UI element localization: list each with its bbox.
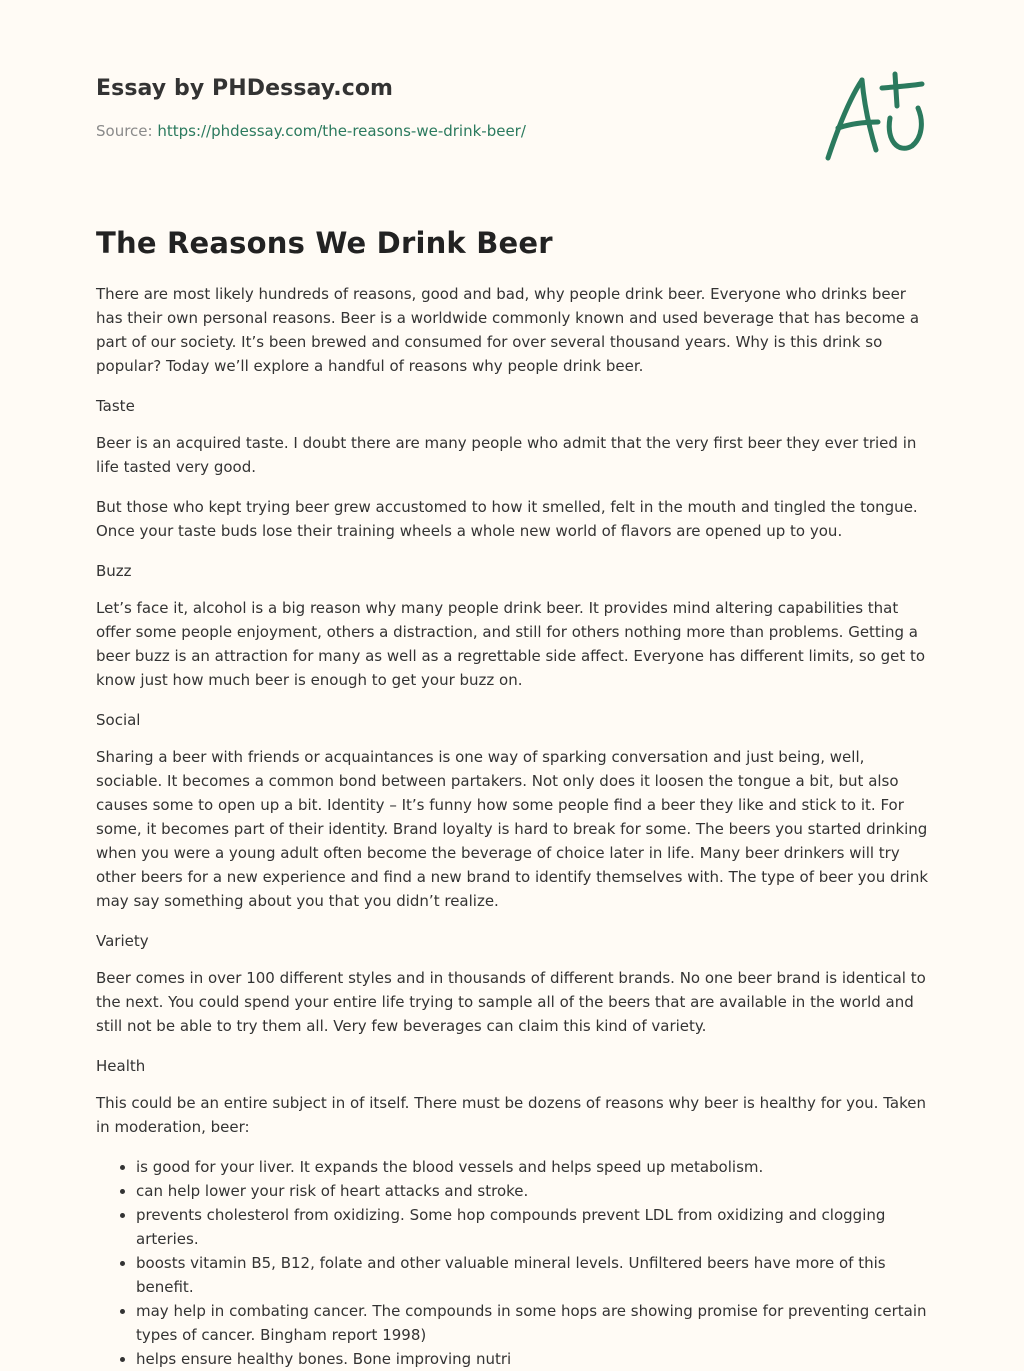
source-link[interactable]: https://phdessay.com/the-reasons-we-drink-beer/ xyxy=(157,122,526,140)
health-benefits-list xyxy=(96,1155,932,1371)
essay-content xyxy=(96,226,932,1371)
variety-paragraph: Beer comes in over 100 different styles and in thousands of different brands. No one beer brand is identical to the next. You could spend your entire life trying to sample all of the beers that are available in the world and still not be able to try them all. Very few beverages can claim this kind of variety. xyxy=(96,969,926,1035)
health-paragraph: This could be an entire subject in of itself. There must be dozens of reasons why beer is healthy for you. Taken in moderation, beer: xyxy=(96,1094,926,1136)
buzz-paragraph: Let’s face it, alcohol is a big reason why many people drink beer. It provides mind altering capabilities that offer some people enjoyment, others a distraction, and still for others nothing more than problems. Getting a beer buzz is an attraction for many as well as a regrettable side affect. Everyone has different limits, so get to know just how much beer is enough to get your buzz on. xyxy=(96,599,926,689)
brand-title: Essay by PHDessay.com xyxy=(96,76,394,101)
source-label: Source: xyxy=(96,122,158,140)
section-heading-buzz: Buzz xyxy=(96,562,132,580)
section-heading-variety: Variety xyxy=(96,932,149,950)
list-item: • helps ensure healthy bones. Bone improving nutri xyxy=(136,1347,932,1371)
list-item: • boosts vitamin B5, B12, folate and other valuable mineral levels. Unfiltered beers have more of this benefit. xyxy=(136,1251,932,1299)
list-item: • is good for your liver. It expands the blood vessels and helps speed up metabolism. xyxy=(136,1155,932,1179)
a-plus-logo-icon xyxy=(820,66,930,166)
social-paragraph: Sharing a beer with friends or acquaintances is one way of sparking conversation and just being, well, sociable. It becomes a common bond between partakers. Not only does it loosen the tongue a bit, but also causes some to open up a bit. Identity – It’s funny how some people find a beer they like and stick to it. For some, it becomes part of their identity. Brand loyalty is hard to break for some. The beers you started drinking when you were a young adult often become the beverage of choice later in life. Many beer drinkers will try other beers for a new experience and find a new brand to identify themselves with. The type of beer you drink may say something about you that you didn’t realize. xyxy=(96,748,929,910)
list-item: • prevents cholesterol from oxidizing. Some hop compounds prevent LDL from oxidizing and clogging arteries. xyxy=(136,1203,932,1251)
essay-title: The Reasons We Drink Beer xyxy=(96,226,553,260)
taste-paragraph-1: Beer is an acquired taste. I doubt there are many people who admit that the very first beer they ever tried in life tasted very good. xyxy=(96,434,917,476)
list-item: • can help lower your risk of heart attacks and stroke. xyxy=(136,1179,932,1203)
list-item: • may help in combating cancer. The compounds in some hops are showing promise for preventing certain types of cancer. Bingham report 1998) xyxy=(136,1299,932,1347)
taste-paragraph-2: But those who kept trying beer grew accustomed to how it smelled, felt in the mouth and tingled the tongue. Once your taste buds lose their training wheels a whole new world of flavors are opened up to you. xyxy=(96,498,918,540)
section-heading-taste: Taste xyxy=(96,397,135,415)
page-header xyxy=(96,76,796,140)
section-heading-health: Health xyxy=(96,1057,146,1075)
source-line xyxy=(96,122,796,140)
intro-paragraph: There are most likely hundreds of reasons, good and bad, why people drink beer. Everyone who drinks beer has their own personal reasons. Beer is a worldwide commonly known and used beverage that has become a part of our society. It’s been brewed and consumed for over several thousand years. Why is this drink so popular? Today we’ll explore a handful of reasons why people drink beer. xyxy=(96,285,920,375)
section-heading-social: Social xyxy=(96,711,141,729)
